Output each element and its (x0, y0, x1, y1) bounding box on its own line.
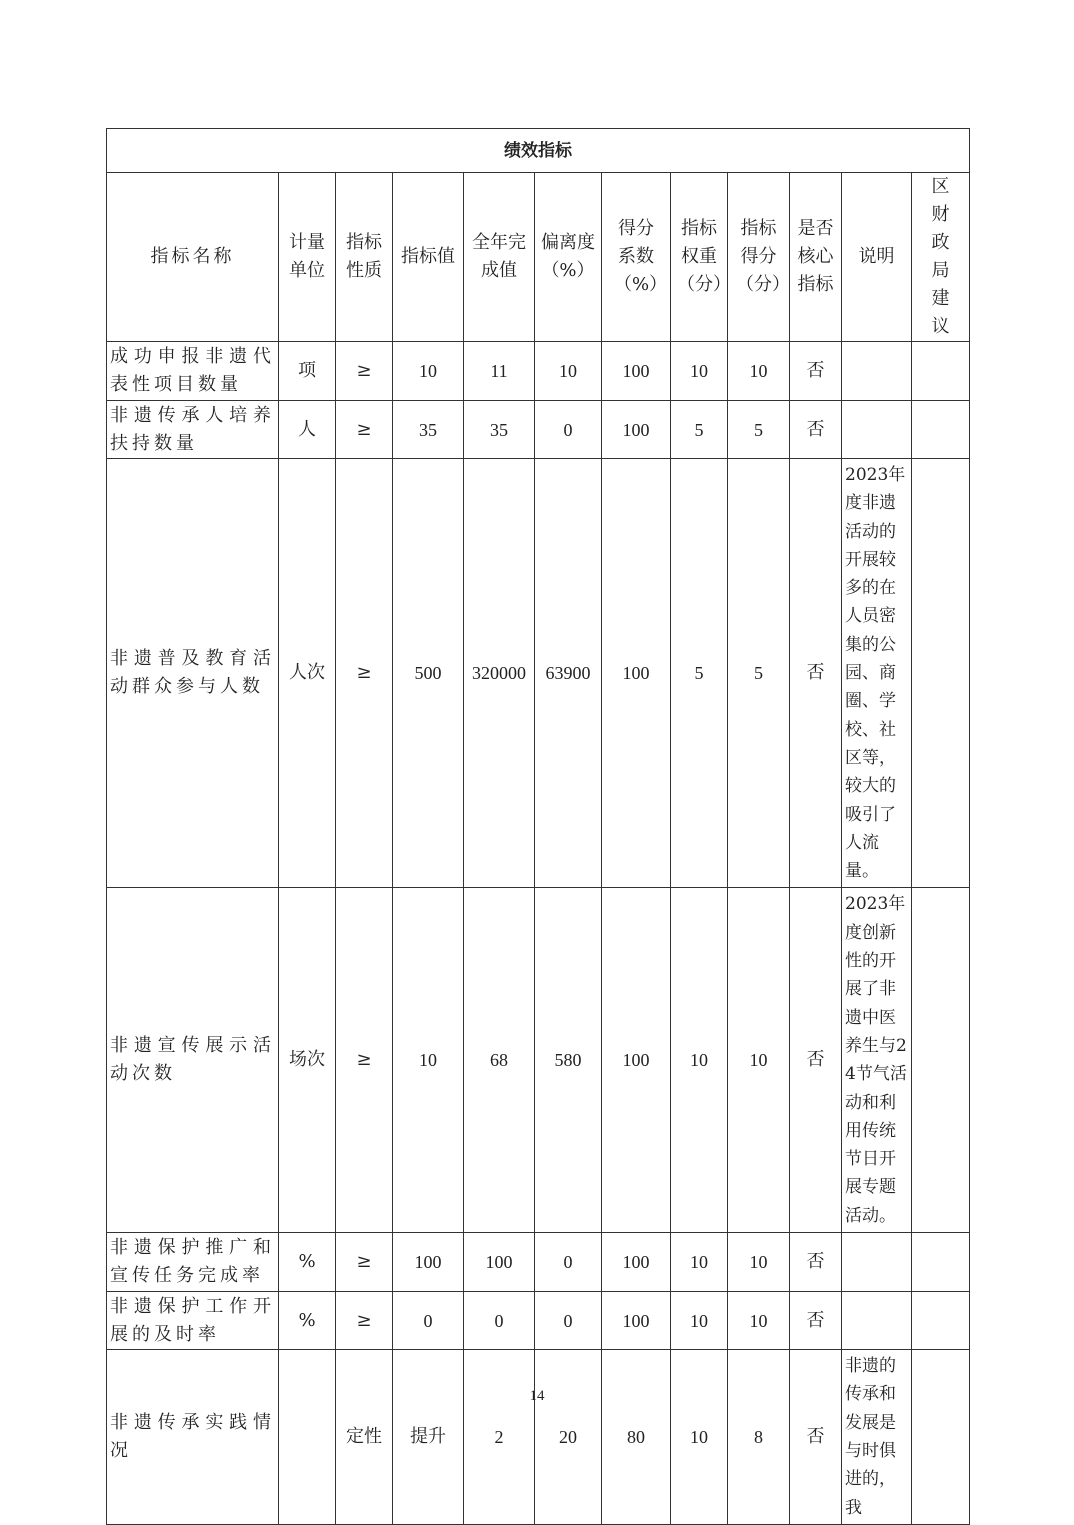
header-advice: 区财政局建议 (912, 173, 970, 342)
nature-cell: ≥ (336, 342, 393, 401)
indicator-name: 非遗保护工作开展的及时率 (107, 1292, 279, 1350)
target-cell: 500 (393, 459, 464, 888)
unit-cell: 项 (279, 342, 336, 401)
table-row (107, 1233, 970, 1292)
weight-cell: 10 (671, 1292, 728, 1350)
header-score: 指标得分（分） (728, 173, 790, 342)
unit-cell: % (279, 1292, 336, 1350)
table-row (107, 1350, 970, 1525)
unit-cell: 人次 (279, 459, 336, 888)
header-weight: 指标权重（分） (671, 173, 728, 342)
unit-cell: 场次 (279, 888, 336, 1233)
advice-cell (912, 1233, 970, 1292)
advice-cell (912, 888, 970, 1233)
coefficient-cell: 100 (602, 459, 671, 888)
target-cell: 提升 (393, 1350, 464, 1525)
unit-cell: 人 (279, 401, 336, 459)
advice-cell (912, 1350, 970, 1525)
advice-cell (912, 342, 970, 401)
core-cell: 否 (790, 888, 842, 1233)
nature-cell: ≥ (336, 401, 393, 459)
header-indicator-name: 指标名称 (107, 173, 279, 342)
note-cell (842, 342, 912, 401)
deviation-cell: 10 (535, 342, 602, 401)
coefficient-cell: 100 (602, 1233, 671, 1292)
core-cell: 否 (790, 1233, 842, 1292)
nature-cell: ≥ (336, 459, 393, 888)
unit-cell: % (279, 1233, 336, 1292)
note-cell (842, 1292, 912, 1350)
core-cell: 否 (790, 342, 842, 401)
header-coefficient: 得分系数（%） (602, 173, 671, 342)
weight-cell: 5 (671, 401, 728, 459)
weight-cell: 10 (671, 888, 728, 1233)
target-cell: 100 (393, 1233, 464, 1292)
indicator-name: 非遗普及教育活动群众参与人数 (107, 459, 279, 888)
advice-cell (912, 1292, 970, 1350)
coefficient-cell: 100 (602, 342, 671, 401)
target-cell: 0 (393, 1292, 464, 1350)
header-deviation: 偏离度（%） (535, 173, 602, 342)
deviation-cell: 0 (535, 1233, 602, 1292)
table-row (107, 459, 970, 888)
core-cell: 否 (790, 1350, 842, 1525)
header-note: 说明 (842, 173, 912, 342)
note-cell: 非遗的传承和发展是与时俱进的，我 (842, 1350, 912, 1525)
header-unit: 计量单位 (279, 173, 336, 342)
indicator-name: 非遗宣传展示活动次数 (107, 888, 279, 1233)
indicator-name: 非遗传承人培养扶持数量 (107, 401, 279, 459)
header-row (107, 173, 970, 342)
actual-cell: 68 (464, 888, 535, 1233)
unit-cell (279, 1350, 336, 1525)
table-row (107, 401, 970, 459)
coefficient-cell: 100 (602, 888, 671, 1233)
target-cell: 10 (393, 342, 464, 401)
advice-cell (912, 459, 970, 888)
note-cell (842, 1233, 912, 1292)
actual-cell: 11 (464, 342, 535, 401)
weight-cell: 10 (671, 1233, 728, 1292)
header-nature: 指标性质 (336, 173, 393, 342)
score-cell: 10 (728, 1292, 790, 1350)
coefficient-cell: 100 (602, 401, 671, 459)
nature-cell: ≥ (336, 1233, 393, 1292)
actual-cell: 320000 (464, 459, 535, 888)
core-cell: 否 (790, 459, 842, 888)
target-cell: 10 (393, 888, 464, 1233)
indicator-name: 非遗保护推广和宣传任务完成率 (107, 1233, 279, 1292)
deviation-cell: 63900 (535, 459, 602, 888)
coefficient-cell: 80 (602, 1350, 671, 1525)
nature-cell: ≥ (336, 888, 393, 1233)
note-cell (842, 401, 912, 459)
coefficient-cell: 100 (602, 1292, 671, 1350)
table-title: 绩效指标 (107, 129, 970, 173)
header-target: 指标值 (393, 173, 464, 342)
nature-cell: ≥ (336, 1292, 393, 1350)
actual-cell: 2 (464, 1350, 535, 1525)
table-row (107, 888, 970, 1233)
deviation-cell: 580 (535, 888, 602, 1233)
indicator-name: 成功申报非遗代表性项目数量 (107, 342, 279, 401)
advice-cell (912, 401, 970, 459)
weight-cell: 5 (671, 459, 728, 888)
note-cell: 2023年度创新性的开展了非遗中医养生与24节气活动和利用传统节日开展专题活动。 (842, 888, 912, 1233)
table-row (107, 342, 970, 401)
deviation-cell: 0 (535, 1292, 602, 1350)
score-cell: 5 (728, 459, 790, 888)
header-actual: 全年完成值 (464, 173, 535, 342)
target-cell: 35 (393, 401, 464, 459)
core-cell: 否 (790, 401, 842, 459)
score-cell: 5 (728, 401, 790, 459)
actual-cell: 35 (464, 401, 535, 459)
score-cell: 10 (728, 1233, 790, 1292)
core-cell: 否 (790, 1292, 842, 1350)
score-cell: 10 (728, 342, 790, 401)
note-cell: 2023年度非遗活动的开展较多的在人员密集的公园、商圈、学校、社区等，较大的吸引了人流量。 (842, 459, 912, 888)
actual-cell: 100 (464, 1233, 535, 1292)
page-number: 14 (529, 1388, 545, 1404)
indicator-name: 非遗传承实践情况 (107, 1350, 279, 1525)
deviation-cell: 20 (535, 1350, 602, 1525)
actual-cell: 0 (464, 1292, 535, 1350)
performance-indicator-table (106, 128, 970, 1525)
weight-cell: 10 (671, 1350, 728, 1525)
score-cell: 8 (728, 1350, 790, 1525)
nature-cell: 定性 (336, 1350, 393, 1525)
header-core: 是否核心指标 (790, 173, 842, 342)
deviation-cell: 0 (535, 401, 602, 459)
table-row (107, 1292, 970, 1350)
weight-cell: 10 (671, 342, 728, 401)
score-cell: 10 (728, 888, 790, 1233)
